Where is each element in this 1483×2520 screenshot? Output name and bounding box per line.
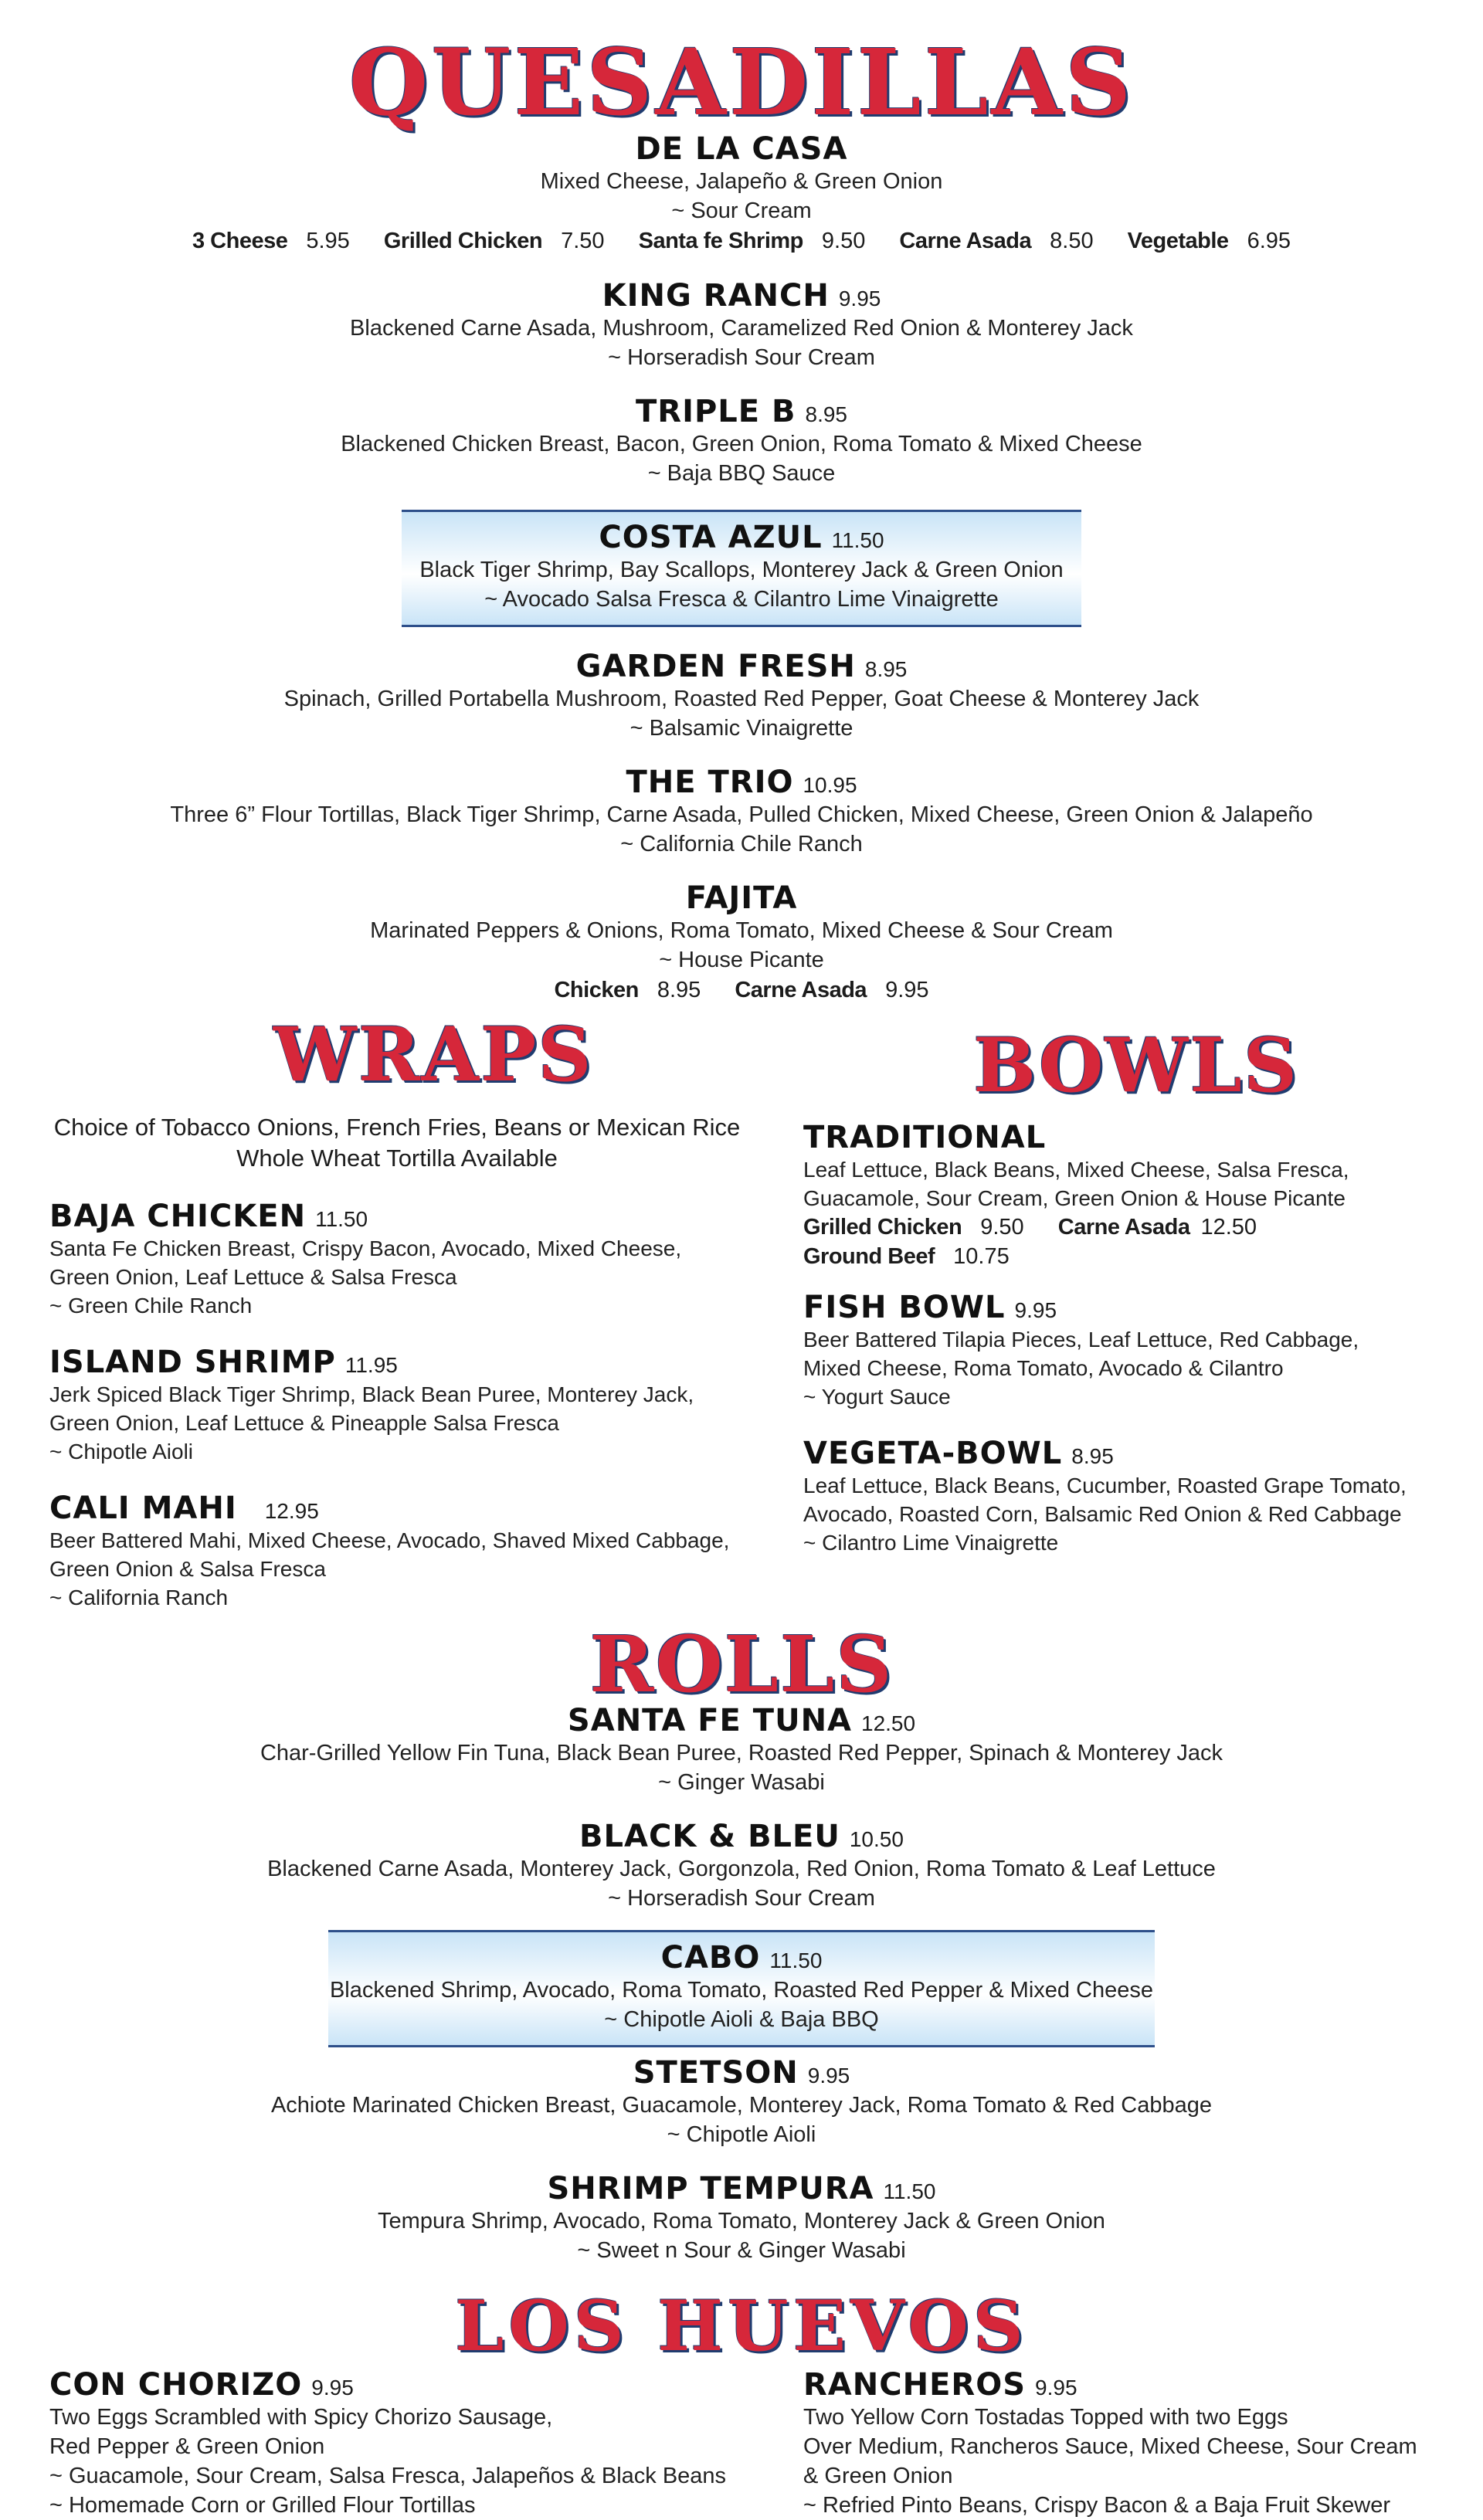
item-desc: Red Pepper & Green Onion xyxy=(49,2434,325,2459)
menu-item-garden-fresh xyxy=(0,649,1483,743)
rolls-title: ROLLS xyxy=(589,1619,894,1710)
menu-item-cabo-featured xyxy=(328,1930,1155,2047)
item-name: GARDEN FRESH xyxy=(575,649,856,684)
item-sauce: ~ Chipotle Aioli xyxy=(49,1440,194,1463)
option-row xyxy=(0,226,1483,256)
item-sauce: ~ California Chile Ranch xyxy=(620,832,863,856)
item-sauce: ~ Guacamole, Sour Cream, Salsa Fresca, Jalapeños & Black Beans xyxy=(49,2464,727,2488)
item-desc: Avocado, Roasted Corn, Balsamic Red Onion & Red Cabbage xyxy=(803,1502,1402,1526)
menu-item-costa-azul-featured xyxy=(402,510,1081,627)
option-price: 6.95 xyxy=(1247,229,1291,253)
huevos-title: LOS HUEVOS xyxy=(455,2285,1028,2367)
item-name: CALI MAHI xyxy=(49,1491,237,1526)
item-desc: Spinach, Grilled Portabella Mushroom, Roasted Red Pepper, Goat Cheese & Monterey Jack xyxy=(283,687,1200,711)
item-price: 8.95 xyxy=(1071,1444,1114,1468)
menu-item-traditional xyxy=(803,1120,1437,1271)
item-name: BLACK & BLEU xyxy=(579,1819,840,1854)
item-price: 9.95 xyxy=(311,2376,354,2400)
item-desc: Green Onion & Salsa Fresca xyxy=(49,1557,326,1581)
menu-item-con-chorizo xyxy=(49,2367,745,2520)
menu-item-santa-fe-tuna xyxy=(0,1703,1483,1797)
item-sauce: ~ Green Chile Ranch xyxy=(49,1294,253,1318)
menu-item-fish-bowl xyxy=(803,1290,1437,1411)
item-price: 11.50 xyxy=(883,2179,936,2203)
item-sauce: ~ Balsamic Vinaigrette xyxy=(630,716,853,741)
wraps-title: WRAPS xyxy=(273,1011,593,1098)
item-sauce: ~ Refried Pinto Beans, Crispy Bacon & a Baja Fruit Skewer xyxy=(803,2493,1390,2518)
option-row xyxy=(803,1242,1437,1271)
menu-item-cali-mahi xyxy=(49,1491,745,1612)
quesadillas-title: QUESADILLAS xyxy=(348,29,1135,136)
wraps-section xyxy=(49,1011,745,1612)
item-price: 11.95 xyxy=(344,1353,398,1377)
option-label: Carne Asada xyxy=(735,978,867,1002)
item-desc: Guacamole, Sour Cream, Green Onion & House Picante xyxy=(803,1186,1346,1210)
item-desc: Marinated Peppers & Onions, Roma Tomato, Mixed Cheese & Sour Cream xyxy=(370,918,1113,943)
option-label: Vegetable xyxy=(1127,229,1229,253)
wraps-intro-line: Choice of Tobacco Onions, French Fries, Beans or Mexican Rice xyxy=(53,1114,741,1141)
item-desc: Santa Fe Chicken Breast, Crispy Bacon, Avocado, Mixed Cheese, xyxy=(49,1236,682,1260)
item-desc: Tempura Shrimp, Avocado, Roma Tomato, Monterey Jack & Green Onion xyxy=(378,2209,1105,2233)
item-desc: & Green Onion xyxy=(803,2464,953,2488)
item-desc: Two Eggs Scrambled with Spicy Chorizo Sausage, xyxy=(49,2405,553,2430)
huevos-columns xyxy=(0,2367,1483,2520)
item-name: STETSON xyxy=(633,2055,799,2091)
menu-item-rancheros xyxy=(803,2367,1437,2520)
item-desc: Char-Grilled Yellow Fin Tuna, Black Bean Puree, Roasted Red Pepper, Spinach & Monterey Jack xyxy=(260,1741,1223,1765)
item-desc: Blackened Carne Asada, Monterey Jack, Gorgonzola, Red Onion, Roma Tomato & Leaf Lettuce xyxy=(267,1857,1216,1881)
option-price: 9.95 xyxy=(885,978,929,1002)
option-label: Carne Asada xyxy=(899,229,1032,253)
menu-item-fajita xyxy=(0,880,1483,1006)
item-sauce: ~ Ginger Wasabi xyxy=(658,1770,825,1795)
item-name: TRIPLE B xyxy=(635,394,796,429)
item-sauce: ~ California Ranch xyxy=(49,1586,229,1609)
item-name: TRADITIONAL xyxy=(803,1120,1047,1155)
item-name: SHRIMP TEMPURA xyxy=(547,2171,874,2206)
item-desc: Three 6” Flour Tortillas, Black Tiger Shrimp, Carne Asada, Pulled Chicken, Mixed Cheese, Green Onion & Jalapeño xyxy=(170,802,1313,827)
option-price: 10.75 xyxy=(953,1244,1010,1269)
option-price: 12.50 xyxy=(1200,1215,1257,1240)
item-sauce: ~ Horseradish Sour Cream xyxy=(608,345,875,370)
item-desc: Blackened Shrimp, Avocado, Roma Tomato, Roasted Red Pepper & Mixed Cheese xyxy=(329,1978,1154,2003)
item-sauce: ~ Yogurt Sauce xyxy=(803,1385,951,1409)
item-sauce: ~ Sour Cream xyxy=(671,198,812,223)
wraps-bowls-columns xyxy=(0,1011,1483,1612)
menu-item-the-trio xyxy=(0,765,1483,859)
wraps-intro xyxy=(49,1112,745,1174)
item-price: 12.50 xyxy=(861,1711,916,1735)
option-label: Ground Beef xyxy=(803,1244,935,1269)
item-sauce: ~ Sweet n Sour & Ginger Wasabi xyxy=(577,2238,906,2263)
item-name: ISLAND SHRIMP xyxy=(49,1345,336,1380)
option-label: Grilled Chicken xyxy=(803,1215,962,1240)
option-price: 8.95 xyxy=(657,978,701,1002)
option-price: 5.95 xyxy=(306,229,350,253)
option-label: Santa fe Shrimp xyxy=(638,229,803,253)
item-sauce: ~ Horseradish Sour Cream xyxy=(608,1886,875,1911)
item-name: FAJITA xyxy=(685,880,798,916)
item-price: 8.95 xyxy=(864,657,908,681)
item-name: CON CHORIZO xyxy=(49,2367,303,2403)
menu-item-vegeta-bowl xyxy=(803,1436,1437,1557)
menu-item-island-shrimp xyxy=(49,1345,745,1466)
bowls-section xyxy=(803,1018,1437,1612)
item-desc: Mixed Cheese, Jalapeño & Green Onion xyxy=(540,169,943,194)
item-desc: Black Tiger Shrimp, Bay Scallops, Monterey Jack & Green Onion xyxy=(419,558,1064,582)
item-desc: Over Medium, Rancheros Sauce, Mixed Cheese, Sour Cream xyxy=(803,2434,1417,2459)
item-desc: Green Onion, Leaf Lettuce & Salsa Fresca xyxy=(49,1265,457,1289)
item-desc: Two Yellow Corn Tostadas Topped with two Eggs xyxy=(803,2405,1288,2430)
item-name: VEGETA-BOWL xyxy=(803,1436,1063,1471)
item-name: FISH BOWL xyxy=(803,1290,1006,1325)
item-desc: Beer Battered Mahi, Mixed Cheese, Avocado, Shaved Mixed Cabbage, xyxy=(49,1528,730,1552)
item-sauce: ~ Homemade Corn or Grilled Flour Tortillas xyxy=(49,2493,476,2518)
option-label: 3 Cheese xyxy=(192,229,288,253)
item-price: 9.95 xyxy=(807,2064,850,2088)
item-price: 9.95 xyxy=(838,287,881,310)
item-price: 11.50 xyxy=(831,528,884,552)
item-price: 11.50 xyxy=(315,1207,368,1231)
menu-item-black-and-bleu xyxy=(0,1819,1483,1913)
item-sauce: ~ House Picante xyxy=(659,948,824,972)
item-price: 11.50 xyxy=(769,1949,823,1972)
item-desc: Beer Battered Tilapia Pieces, Leaf Lettuce, Red Cabbage, xyxy=(803,1328,1359,1352)
option-label: Grilled Chicken xyxy=(383,229,543,253)
option-row xyxy=(803,1213,1437,1242)
item-price: 10.95 xyxy=(803,773,857,797)
item-desc: Mixed Cheese, Roma Tomato, Avocado & Cilantro xyxy=(803,1356,1284,1380)
item-name: KING RANCH xyxy=(602,278,830,314)
item-name: THE TRIO xyxy=(626,765,794,800)
menu-item-stetson xyxy=(0,2055,1483,2149)
item-price: 12.95 xyxy=(264,1499,319,1523)
item-name: BAJA CHICKEN xyxy=(49,1199,307,1234)
menu-item-triple-b xyxy=(0,394,1483,488)
item-name: COSTA AZUL xyxy=(599,520,823,555)
menu-item-baja-chicken xyxy=(49,1199,745,1320)
item-sauce: ~ Cilantro Lime Vinaigrette xyxy=(803,1531,1059,1555)
item-desc: Leaf Lettuce, Black Beans, Cucumber, Roasted Grape Tomato, xyxy=(803,1474,1407,1497)
item-name: RANCHEROS xyxy=(803,2367,1027,2403)
item-sauce: ~ Baja BBQ Sauce xyxy=(647,461,836,486)
item-price: 8.95 xyxy=(805,402,847,426)
item-name: CABO xyxy=(660,1940,761,1976)
bowls-title: BOWLS xyxy=(973,1022,1299,1109)
item-desc: Green Onion, Leaf Lettuce & Pineapple Salsa Fresca xyxy=(49,1411,559,1435)
item-price: 10.50 xyxy=(849,1827,904,1851)
item-desc: Blackened Chicken Breast, Bacon, Green Onion, Roma Tomato & Mixed Cheese xyxy=(341,432,1142,456)
menu-item-de-la-casa xyxy=(0,131,1483,256)
option-label: Chicken xyxy=(554,978,639,1002)
item-desc: Leaf Lettuce, Black Beans, Mixed Cheese, Salsa Fresca, xyxy=(803,1158,1349,1182)
item-sauce: ~ Chipotle Aioli xyxy=(667,2122,816,2147)
menu-item-king-ranch xyxy=(0,278,1483,372)
wraps-intro-line: Whole Wheat Tortilla Available xyxy=(236,1145,558,1172)
item-sauce: ~ Chipotle Aioli & Baja BBQ xyxy=(604,2007,879,2032)
option-price: 7.50 xyxy=(561,229,605,253)
item-price: 9.95 xyxy=(1014,1298,1057,1322)
item-name: SANTA FE TUNA xyxy=(567,1703,852,1738)
item-desc: Blackened Carne Asada, Mushroom, Caramelized Red Onion & Monterey Jack xyxy=(350,316,1133,341)
option-label: Carne Asada xyxy=(1057,1215,1190,1240)
option-price: 9.50 xyxy=(980,1215,1024,1240)
menu-item-shrimp-tempura xyxy=(0,2171,1483,2265)
option-row xyxy=(0,975,1483,1006)
item-sauce: ~ Avocado Salsa Fresca & Cilantro Lime Vinaigrette xyxy=(484,587,999,612)
item-desc: Achiote Marinated Chicken Breast, Guacamole, Monterey Jack, Roma Tomato & Red Cabbage xyxy=(270,2093,1213,2118)
item-price: 9.95 xyxy=(1035,2376,1077,2400)
item-desc: Jerk Spiced Black Tiger Shrimp, Black Bean Puree, Monterey Jack, xyxy=(49,1382,694,1406)
option-price: 8.50 xyxy=(1050,229,1094,253)
option-price: 9.50 xyxy=(821,229,866,253)
item-name: DE LA CASA xyxy=(635,131,848,167)
